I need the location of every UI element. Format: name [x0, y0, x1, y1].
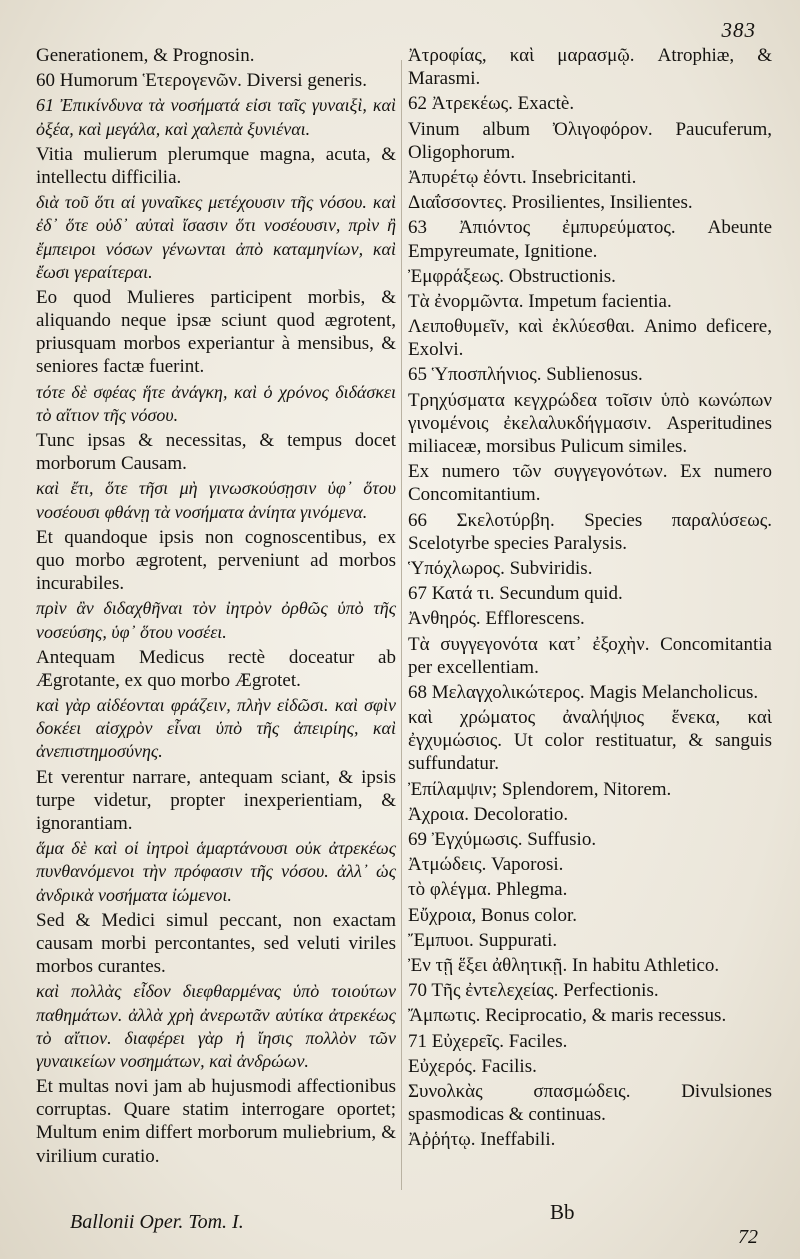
glossary-entry: 70 Τῆς ἐντελεχείας. Perfectionis. — [408, 980, 659, 1002]
text-line: Eo quod Mulieres participent morbis, & aliquando neque ipsæ sciunt quod ægrotent, priusquam morbos experiantur à mensibus, & seniores factæ fuerint. — [36, 286, 396, 378]
running-footer: Ballonii Oper. Tom. I. — [70, 1211, 244, 1233]
glossary-entry: Ex numero τῶν συγγεγονότων. Ex numero Concomitantium. — [408, 461, 772, 506]
glossary-entry: Ἀνθηρός. Efflorescens. — [408, 608, 585, 630]
text-line: 60 Humorum Ἑτερογενῶν. Diversi generis. — [36, 70, 367, 92]
glossary-entry: 68 Μελαγχολικώτερος. Magis Melancholicus. — [408, 681, 759, 703]
glossary-entry: Τὰ συγγεγονότα κατ᾽ ἐξοχὴν. Concomitantia per excellentiam. — [408, 633, 772, 678]
glossary-entry: Συνολκὰς σπασμώδεις. Divulsiones spasmodicas & continuas. — [408, 1080, 772, 1126]
glossary-entry: Διαΐσσοντες. Prosilientes, Insilientes. — [408, 192, 693, 214]
greek-line: καὶ ἔτι, ὅτε τῆσι μὴ γινωσκούσῃσιν ὑφ᾽ ὅτου νοσέουσι φθάνῃ τὰ νοσήματα ἀνίητα γινόμενα. — [36, 478, 396, 522]
glossary-entry: 71 Εὐχερεῖς. Faciles. — [408, 1030, 568, 1052]
text-line: Antequam Medicus rectè doceatur ab Ægrotante, ex quo morbo Ægrotet. — [36, 646, 396, 691]
right-column — [408, 44, 772, 1153]
glossary-entry: Ἐν τῇ ἕξει ἀθλητικῇ. In habitu Athletico. — [408, 954, 720, 976]
glossary-entry: Εὔχροια, Bonus color. — [408, 904, 578, 926]
glossary-entry: Vinum album Ὀλιγοφόρον. Paucuferum, Oligophorum. — [408, 118, 772, 163]
text-line: Generationem, & Prognosin. — [36, 45, 255, 66]
text-line: Et multas novi jam ab hujusmodi affectionibus corruptas. Quare statim interrogare oportet; Multum enim differt morborum muliebrium, & virilium curatio. — [36, 1076, 396, 1167]
text-line: Tunc ipsas & necessitas, & tempus docet morborum Causam. — [36, 430, 396, 475]
text-line: Sed & Medici simul peccant, non exactam causam morbi percontantes, sed veluti viriles morbos curantes. — [36, 909, 396, 978]
glossary-entry: Ἀτμώδεις. Vaporosi. — [408, 854, 564, 876]
greek-line: διὰ τοῦ ὅτι αἱ γυναῖκες μετέχουσιν τῆς νόσου. καὶ ἐδ᾽ ὅτε οὐδ᾽ αὐταὶ ἴσασιν ὅτι νοσέουσιν, πρὶν ἢ ἔμπειροι νόσων γένωνται ἀπὸ καταμηνίων, καὶ ἔωσι γεραίτεραι. — [36, 192, 396, 282]
glossary-entry: 69 Ἐγχύμωσις. Suffusio. — [408, 829, 597, 850]
text-line: Vitia mulierum plerumque magna, acuta, & intellectu difficilia. — [36, 143, 396, 188]
greek-line: πρὶν ἂν διδαχθῆναι τὸν ἰητρὸν ὀρθῶς ὑπὸ τῆς νοσεύσης, ὑφ᾽ ὅτου νοσέει. — [36, 598, 396, 642]
folio-number: 72 — [738, 1226, 758, 1248]
glossary-entry: Τὰ ἐνορμῶντα. Impetum facientia. — [408, 290, 672, 312]
greek-line: καὶ πολλὰς εἶδον διεφθαρμένας ὑπὸ τοιούτων παθημάτων. ἀλλὰ χρὴ ἀνερωτᾶν αὐτίκα ἀτρεκέως τὸ αἴτιον. διαφέρει γὰρ ἡ ἴησις πολλὸν τῶν γυναικείων νοσημάτων, καὶ ἀνδρώων. — [36, 981, 396, 1071]
glossary-entry: 62 Ἀτρεκέως. Exactè. — [408, 93, 575, 115]
glossary-entry: Ἄμπωτις. Reciprocatio, & maris recessus. — [408, 1005, 727, 1027]
glossary-entry: Ἐπίλαμψιν; Splendorem, Nitorem. — [408, 778, 672, 800]
glossary-entry: Ἀτροφίας, καὶ μαρασμῷ. Atrophiæ, & Marasmi. — [408, 45, 772, 90]
greek-line: ἅμα δὲ καὶ οἱ ἰητροὶ ἁμαρτάνουσι οὐκ ἀτρεκέως πυνθανόμενοι τὴν πρόφασιν τῆς νόσου. ἀλλ᾽ ὡς ἀνδρικὰ νοσήματα ἰώμενοι. — [36, 838, 396, 905]
text-line: Et quandoque ipsis non cognoscentibus, ex quo morbo ægrotent, perveniunt ad morbos incurabiles. — [36, 526, 396, 595]
page-number: 383 — [721, 18, 756, 42]
greek-line: καὶ γὰρ αἰδέονται φράζειν, πλὴν εἰδῶσι. καὶ σφὶν δοκέει αἰσχρὸν εἶναι ὑπὸ τῆς ἀπειρίης, καὶ ἀνεπιστημοσύνης. — [36, 695, 396, 762]
glossary-entry: Ἔμπυοι. Suppurati. — [408, 929, 558, 951]
glossary-entry: Ἀπυρέτῳ ἐόντι. Insebricitanti. — [408, 166, 637, 188]
glossary-entry: 65 Ὑποσπλήνιος. Sublienosus. — [408, 364, 643, 386]
glossary-entry: Ἀχροια. Decoloratio. — [408, 803, 569, 825]
glossary-entry: 67 Κατά τι. Secundum quid. — [408, 583, 623, 605]
column-gutter — [401, 60, 402, 1190]
glossary-entry: Εὐχερός. Facilis. — [408, 1055, 537, 1077]
left-column — [36, 44, 396, 1170]
glossary-entry: Ἀῤῥήτῳ. Ineffabili. — [408, 1129, 556, 1151]
glossary-entry: 66 Σκελοτύρβη. Species παραλύσεως. Scelotyrbe species Paralysis. — [408, 509, 772, 554]
glossary-entry: Ἐμφράξεως. Obstructionis. — [408, 265, 616, 287]
greek-line: τότε δὲ σφέας ἥτε ἀνάγκη, καὶ ὁ χρόνος διδάσκει τὸ αἴτιον τῆς νόσου. — [36, 381, 396, 425]
glossary-entry: 63 Ἀπιόντος ἐμπυρεύματος. Abeunte Empyreumate, Ignitione. — [408, 217, 772, 262]
text-line: Et verentur narrare, antequam sciant, & ipsis turpe videtur, propter inexperientiam, & ignorantiam. — [36, 766, 396, 834]
glossary-entry: καὶ χρώματος ἀναλήψιος ἕνεκα, καὶ ἐγχυμώσιος. Ut color restituatur, & sanguis suffundatur. — [408, 707, 772, 775]
greek-line: 61 Ἐπικίνδυνα τὰ νοσήματά εἰσι ταῖς γυναιξὶ, καὶ ὀξέα, καὶ μεγάλα, καὶ χαλεπὰ ξυνιέναι. — [36, 95, 396, 139]
signature-mark: Bb — [550, 1200, 575, 1224]
glossary-entry: τὸ φλέγμα. Phlegma. — [408, 879, 568, 901]
glossary-entry: Λειποθυμεῖν, καὶ ἐκλύεσθαι. Animo deficere, Exolvi. — [408, 316, 772, 361]
glossary-entry: Τρηχύσματα κεγχρώδεα τοῖσιν ὑπὸ κωνώπων γινομένοις ἐκελαλυκδήγμασιν. Asperitudines miliaceæ, morsibus Pulicum similes. — [408, 389, 772, 457]
glossary-entry: Ὑπόχλωρος. Subviridis. — [408, 557, 593, 579]
